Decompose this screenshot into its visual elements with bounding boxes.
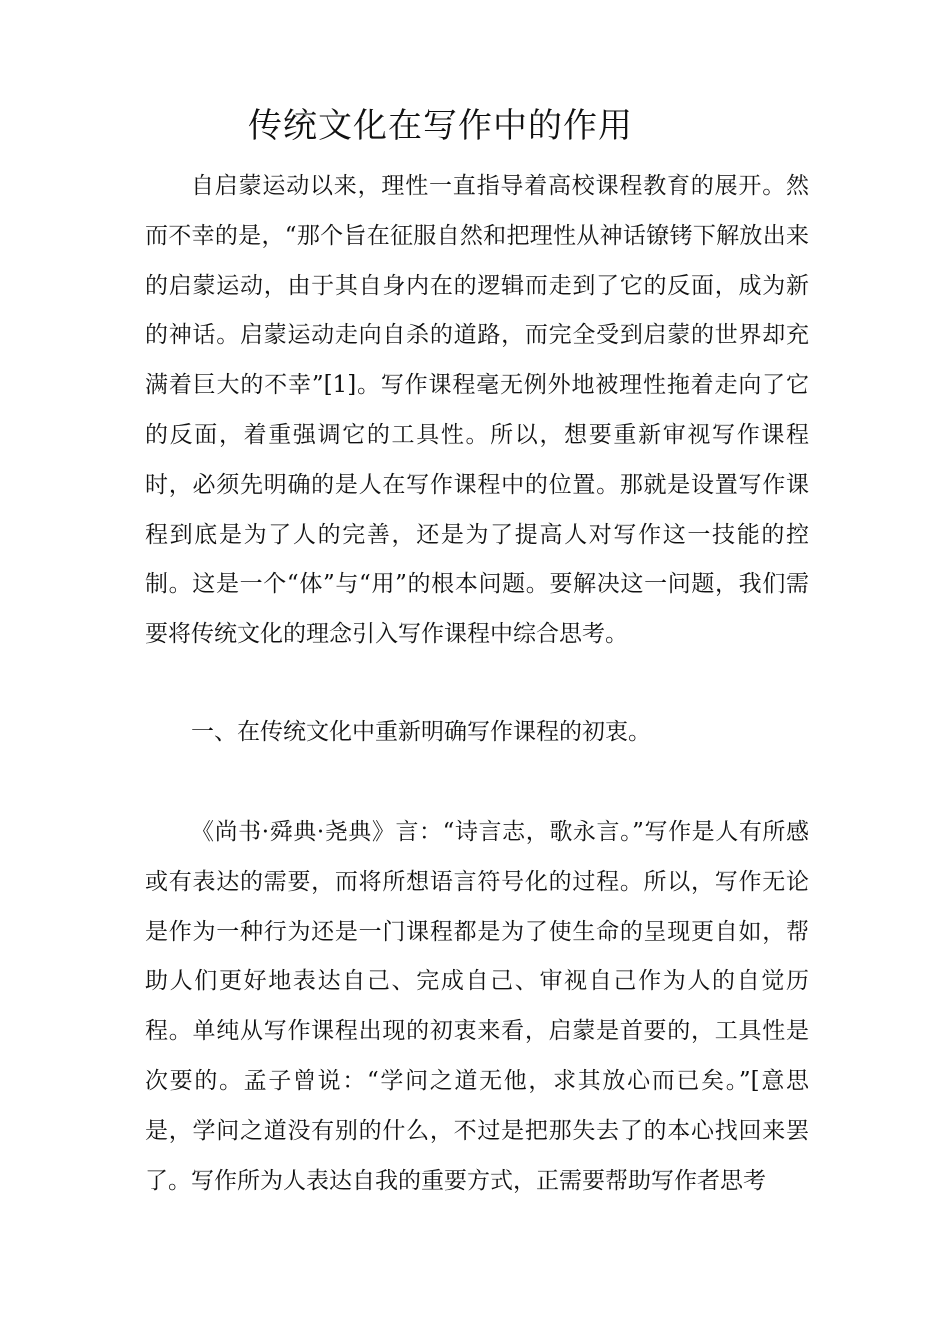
section-heading: 一、在传统文化中重新明确写作课程的初衷。 xyxy=(191,719,651,745)
document-title: 传统文化在写作中的作用 xyxy=(248,106,633,146)
body-paragraph: 《尚书·舜典·尧典》言：“诗言志，歌永言。”写作是人有所感或有表达的需要，而将所想语言符号化的过程。所以，写作无论是作为一种行为还是一门课程都是为了使生命的呈现更自如，帮助人们更好地表达自己、完成自己、审视自己作为人的自觉历程。单纯从写作课程出现的初衷来看，启蒙是首要的，工具性是次要的。孟子曾说：“学问之道无他，求其放心而已矣。”[意思是，学问之道没有别的什么，不过是把那失去了的本心找回来罢了。写作所为人表达自我的重要方式，正需要帮助写作者思考 xyxy=(145,819,809,1194)
body-paragraph: 自启蒙运动以来，理性一直指导着高校课程教育的展开。然而不幸的是，“那个旨在征服自然和把理性从神话镣铐下解放出来的启蒙运动，由于其自身内在的逻辑而走到了它的反面，成为新的神话。启蒙运动走向自杀的道路，而完全受到启蒙的世界却充满着巨大的不幸”[1]。写作课程毫无例外地被理性拖着走向了它的反面，着重强调它的工具性。所以，想要重新审视写作课程时，必须先明确的是人在写作课程中的位置。那就是设置写作课程到底是为了人的完善，还是为了提高人对写作这一技能的控制。这是一个“体”与“用”的根本问题。要解决这一问题，我们需要将传统文化的理念引入写作课程中综合思考。 xyxy=(145,173,809,648)
